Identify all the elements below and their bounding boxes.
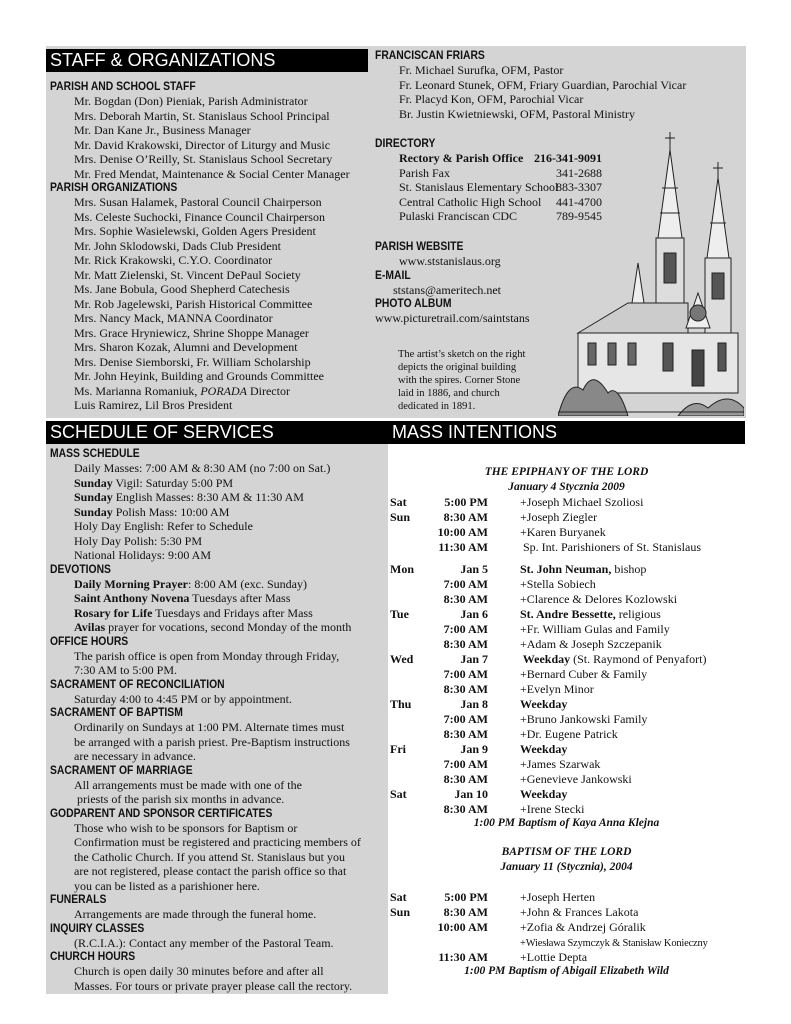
parish-school-staff-heading: PARISH AND SCHOOL STAFF bbox=[50, 81, 196, 93]
org-item: Mrs. Susan Halamek, Pastoral Council Chairperson bbox=[74, 195, 322, 209]
intention-time: 8:30 AM bbox=[443, 510, 488, 524]
intention-day: Wed bbox=[390, 652, 414, 666]
intention-time: 8:30 AM bbox=[443, 802, 488, 816]
intentions-week3 bbox=[390, 890, 745, 965]
church-sketch-image bbox=[558, 128, 744, 416]
inquiry-line: (R.C.I.A.): Contact any member of the Pastoral Team. bbox=[74, 935, 334, 950]
schedule-line: Daily Masses: 7:00 AM & 8:30 AM (no 7:00 on Sat.) bbox=[74, 461, 331, 475]
intention-name: bishop bbox=[611, 562, 647, 576]
inquiry-heading: INQUIRY CLASSES bbox=[50, 922, 145, 935]
intention-feast: St. John Neuman, bbox=[520, 562, 612, 576]
devotion-bold: Avilas bbox=[74, 620, 106, 634]
intention-time: Jan 5 bbox=[460, 562, 488, 576]
marriage-heading: SACRAMENT OF MARRIAGE bbox=[50, 764, 193, 777]
intention-name: +Bruno Jankowski Family bbox=[520, 712, 648, 726]
church-hours-line: Masses. For tours or private prayer please call the rectory. bbox=[74, 978, 353, 993]
org-item: Mr. John Heyink, Building and Grounds Committee bbox=[74, 369, 324, 383]
intention-name: +Genevieve Jankowski bbox=[520, 772, 632, 786]
reconciliation-heading: SACRAMENT OF RECONCILIATION bbox=[50, 678, 225, 691]
baptism-line: be arranged with a parish priest. Pre-Baptism instructions bbox=[74, 734, 350, 749]
schedule-line bbox=[50, 476, 388, 491]
intention-text bbox=[520, 682, 594, 697]
intention-time: 8:30 AM bbox=[443, 682, 488, 696]
devotion-line bbox=[50, 591, 388, 606]
intention-time: 11:30 AM bbox=[438, 540, 488, 554]
intention-time: 5:00 PM bbox=[444, 890, 488, 904]
intention-name: +Karen Buryanek bbox=[520, 525, 606, 539]
intention-text bbox=[520, 510, 597, 525]
intention-text bbox=[520, 742, 567, 757]
intention-day: Sat bbox=[390, 890, 407, 904]
staff-title: STAFF & ORGANIZATIONS bbox=[50, 50, 276, 70]
directory-number: 883-3307 bbox=[556, 180, 602, 194]
reconciliation-line: Saturday 4:00 to 4:45 PM or by appointment. bbox=[74, 691, 292, 706]
intention-text bbox=[520, 950, 587, 965]
email-heading: E-MAIL bbox=[375, 269, 411, 282]
church-hours-line: Church is open daily 30 minutes before and after all bbox=[74, 964, 324, 978]
intention-time: 10:00 AM bbox=[437, 525, 488, 539]
intention-name: +John & Frances Lakota bbox=[520, 905, 639, 919]
schedule-text: Vigil: Saturday 5:00 PM bbox=[112, 475, 234, 490]
org-item: Mr. Rob Jagelewski, Parish Historical Committee bbox=[74, 296, 313, 311]
intention-time: 7:00 AM bbox=[443, 577, 488, 591]
photo-album-heading: PHOTO ALBUM bbox=[375, 298, 452, 310]
org-item: Mrs. Grace Hryniewicz, Shrine Shoppe Manager bbox=[74, 325, 309, 340]
devotion-text: : 8:00 AM (exc. Sunday) bbox=[187, 576, 307, 591]
directory-number: 441-4700 bbox=[556, 194, 602, 209]
intention-row bbox=[390, 540, 745, 555]
intention-name: +Joseph Herten bbox=[520, 890, 596, 904]
intention-text bbox=[520, 697, 567, 712]
caption-line: laid in 1886, and church bbox=[398, 388, 500, 399]
intention-feast: Weekday bbox=[520, 787, 568, 801]
church-hours-heading: CHURCH HOURS bbox=[50, 951, 136, 963]
intention-row bbox=[390, 772, 745, 787]
godparent-heading: GODPARENT AND SPONSOR CERTIFICATES bbox=[50, 807, 273, 820]
contact-block bbox=[375, 240, 575, 326]
staff-title-bar bbox=[46, 49, 368, 72]
org-item: Ms. Celeste Suchocki, Finance Council Chairperson bbox=[74, 209, 325, 224]
baptism-lord-title: BAPTISM OF THE LORD bbox=[501, 846, 632, 858]
directory-name: St. Stanislaus Elementary School bbox=[399, 180, 559, 194]
org-item: Mrs. Nancy Mack, MANNA Coordinator bbox=[74, 311, 273, 325]
intention-name: +James Szarwak bbox=[520, 757, 601, 771]
intention-row bbox=[390, 622, 745, 637]
mass-schedule-heading: MASS SCHEDULE bbox=[50, 448, 140, 460]
intention-name: +Evelyn Minor bbox=[520, 682, 594, 696]
website-heading: PARISH WEBSITE bbox=[375, 241, 464, 253]
office-hours-line: 7:30 AM to 5:00 PM. bbox=[74, 663, 178, 677]
intention-row bbox=[390, 577, 745, 592]
directory-name: Central Catholic High School bbox=[399, 194, 542, 209]
intention-time: Jan 8 bbox=[460, 697, 488, 711]
devotions-heading: DEVOTIONS bbox=[50, 563, 111, 576]
intention-day: Sat bbox=[390, 495, 407, 509]
staff-item: Mr. Bogdan (Don) Pieniak, Parish Administrator bbox=[74, 94, 308, 108]
intention-row bbox=[390, 525, 745, 540]
schedule-title: SCHEDULE OF SERVICES bbox=[50, 422, 274, 442]
parish-organizations-heading: PARISH ORGANIZATIONS bbox=[50, 182, 178, 194]
directory-name: Parish Fax bbox=[399, 165, 450, 180]
staff-item: Mr. Fred Mendat, Maintenance & Social Center Manager bbox=[74, 166, 350, 181]
caption-line: The artist’s sketch on the right bbox=[398, 349, 526, 360]
office-hours-heading: OFFICE HOURS bbox=[50, 635, 129, 648]
intention-row bbox=[390, 742, 745, 757]
intention-text bbox=[520, 667, 647, 682]
intention-time: Jan 10 bbox=[454, 787, 488, 801]
intention-feast: St. Andre Bessette, bbox=[520, 607, 616, 621]
baptism-note-1: 1:00 PM Baptism of Kaya Anna Klejna bbox=[473, 817, 660, 829]
intention-name: +Dr. Eugene Patrick bbox=[520, 727, 618, 741]
org-item: Mrs. Sharon Kozak, Alumni and Development bbox=[74, 340, 298, 354]
intention-row bbox=[390, 935, 745, 950]
intention-text bbox=[520, 607, 661, 622]
intention-name: +Joseph Michael Szoliosi bbox=[520, 495, 644, 509]
website-link[interactable]: www.ststanislaus.org bbox=[399, 254, 501, 268]
intention-time: 8:30 AM bbox=[443, 772, 488, 786]
friar-item: Br. Justin Kwietniewski, OFM, Pastoral Ministry bbox=[399, 106, 636, 121]
intention-time: Jan 6 bbox=[460, 607, 488, 621]
intention-name: +Wiesława Szymczyk & Stanisław Konieczny bbox=[520, 938, 708, 949]
porada-name: PORADA bbox=[200, 383, 247, 398]
intention-name: (St. Raymond of Penyafort) bbox=[570, 652, 707, 666]
baptism-heading: SACRAMENT OF BAPTISM bbox=[50, 707, 183, 719]
devotion-line bbox=[50, 606, 388, 621]
staff-item: Mrs. Denise O’Reilly, St. Stanislaus School Secretary bbox=[74, 152, 333, 166]
devotion-line bbox=[50, 620, 388, 635]
devotion-bold: Daily Morning Prayer bbox=[74, 576, 188, 591]
intentions-week1 bbox=[390, 495, 745, 555]
intention-row bbox=[390, 682, 745, 697]
intention-text bbox=[520, 727, 618, 742]
caption-line: dedicated in 1891. bbox=[398, 401, 476, 412]
funerals-heading: FUNERALS bbox=[50, 894, 107, 906]
schedule-bold: Sunday bbox=[74, 490, 113, 504]
sketch-caption bbox=[398, 348, 563, 413]
staff-item: Mr. Dan Kane Jr., Business Manager bbox=[74, 123, 251, 137]
intention-row bbox=[390, 890, 745, 905]
intention-name: Sp. Int. Parishioners of St. Stanislaus bbox=[520, 540, 702, 554]
intention-day: Fri bbox=[390, 742, 406, 756]
godparent-line: the Catholic Church. If you attend St. Stanislaus but you bbox=[74, 849, 345, 864]
intention-text bbox=[520, 652, 706, 667]
intention-text bbox=[520, 757, 600, 772]
intention-text bbox=[520, 622, 670, 637]
intentions-title-bar bbox=[388, 421, 745, 444]
intention-name: +Adam & Joseph Szczepanik bbox=[520, 637, 662, 651]
baptism-line: Ordinarily on Sundays at 1:00 PM. Alternate times must bbox=[74, 720, 345, 734]
intentions-title: MASS INTENTIONS bbox=[392, 422, 558, 442]
intention-name: +Zofia & Andrzej Góralik bbox=[520, 920, 646, 934]
staff-item: Mrs. Deborah Martin, St. Stanislaus School Principal bbox=[74, 108, 330, 123]
intention-time: 8:30 AM bbox=[443, 592, 488, 606]
intention-row bbox=[390, 495, 745, 510]
intention-day: Sun bbox=[390, 905, 411, 919]
intention-row bbox=[390, 950, 745, 965]
friars-block bbox=[375, 49, 745, 121]
intention-text bbox=[520, 920, 646, 935]
intention-time: 7:00 AM bbox=[443, 667, 488, 681]
staff-column bbox=[50, 80, 370, 413]
intention-text bbox=[520, 592, 677, 607]
caption-line: with the spires. Corner Stone bbox=[398, 375, 521, 386]
org-item: Mr. Matt Zielenski, St. Vincent DePaul Society bbox=[74, 267, 301, 282]
intention-time: 7:00 AM bbox=[443, 757, 488, 771]
staff-item: Mr. David Krakowski, Director of Liturgy and Music bbox=[74, 137, 331, 152]
intention-name: +Fr. William Gulas and Family bbox=[520, 622, 670, 636]
baptism-note-2: 1:00 PM Baptism of Abigail Elizabeth Wild bbox=[464, 965, 669, 977]
devotion-bold: Rosary for Life bbox=[74, 605, 153, 620]
directory-heading: DIRECTORY bbox=[375, 138, 436, 150]
intention-name: +Lottie Depta bbox=[520, 950, 588, 964]
intention-name: +Bernard Cuber & Family bbox=[520, 667, 648, 681]
photo-album-link[interactable]: www.picturetrail.com/saintstans bbox=[375, 311, 530, 325]
baptism-line: are necessary in advance. bbox=[74, 749, 196, 763]
devotion-text: prayer for vocations, second Monday of the month bbox=[105, 620, 352, 634]
directory-name: Rectory & Parish Office bbox=[399, 151, 524, 165]
schedule-line: Holy Day Polish: 5:30 PM bbox=[74, 533, 203, 548]
intention-text bbox=[520, 525, 606, 540]
directory-number: 216-341-9091 bbox=[534, 151, 602, 165]
schedule-line: Holy Day English: Refer to Schedule bbox=[74, 519, 253, 533]
intention-text bbox=[520, 905, 638, 920]
email-link[interactable]: ststans@ameritech.net bbox=[393, 282, 502, 297]
schedule-bold: Sunday bbox=[74, 504, 113, 519]
baptism-lord-date: January 11 (Stycznia), 2004 bbox=[500, 861, 633, 873]
directory-name: Pulaski Franciscan CDC bbox=[399, 209, 517, 223]
intention-text bbox=[520, 562, 646, 577]
intention-text bbox=[520, 637, 662, 652]
intention-text bbox=[520, 890, 595, 905]
intention-name: +Irene Stecki bbox=[520, 802, 585, 816]
org-item-romaniuk bbox=[50, 384, 370, 399]
schedule-line: National Holidays: 9:00 AM bbox=[74, 548, 211, 562]
intention-time: Jan 7 bbox=[460, 652, 488, 666]
intention-day: Sun bbox=[390, 510, 411, 524]
org-item: Mr. Rick Krakowski, C.Y.O. Coordinator bbox=[74, 253, 273, 267]
intention-time: 7:00 AM bbox=[443, 622, 488, 636]
org-item: Ms. Jane Bobula, Good Shepherd Catechesis bbox=[74, 282, 290, 296]
schedule-line bbox=[50, 490, 388, 505]
devotion-text: Tuesdays and Fridays after Mass bbox=[152, 605, 313, 620]
friar-item: Fr. Leonard Stunek, OFM, Friary Guardian, Parochial Vicar bbox=[399, 77, 687, 92]
intention-text bbox=[520, 577, 596, 592]
intention-time: Jan 9 bbox=[460, 742, 488, 756]
intention-text bbox=[520, 540, 701, 555]
friar-item: Fr. Michael Surufka, OFM, Pastor bbox=[399, 63, 564, 77]
schedule-title-bar bbox=[46, 421, 388, 444]
intention-name: +Joseph Ziegler bbox=[520, 510, 598, 524]
caption-line: depicts the original building bbox=[398, 362, 517, 373]
intention-day: Sat bbox=[390, 787, 407, 801]
intention-row bbox=[390, 727, 745, 742]
intention-row bbox=[390, 592, 745, 607]
intention-time: 8:30 AM bbox=[443, 727, 488, 741]
godparent-line: Those who wish to be sponsors for Baptism or bbox=[74, 820, 298, 835]
friars-heading: FRANCISCAN FRIARS bbox=[375, 50, 485, 62]
schedule-column bbox=[50, 447, 388, 993]
epiphany-title: THE EPIPHANY OF THE LORD bbox=[484, 466, 649, 478]
intention-name: +Stella Sobiech bbox=[520, 577, 596, 591]
intention-name: +Clarence & Delores Kozlowski bbox=[520, 592, 678, 606]
intention-text bbox=[520, 495, 643, 510]
intention-row bbox=[390, 562, 745, 577]
devotion-line bbox=[50, 577, 388, 592]
intention-row bbox=[390, 607, 745, 622]
org-item: Mrs. Denise Siemborski, Fr. William Scholarship bbox=[74, 354, 311, 369]
godparent-line: are not registered, please contact the parish office so that bbox=[74, 864, 347, 878]
intention-row bbox=[390, 802, 745, 817]
intention-row bbox=[390, 757, 745, 772]
epiphany-date: January 4 Stycznia 2009 bbox=[508, 481, 625, 493]
intention-time: 8:30 AM bbox=[443, 637, 488, 651]
intention-text bbox=[520, 712, 647, 727]
intention-row bbox=[390, 787, 745, 802]
intention-day: Mon bbox=[390, 562, 414, 576]
godparent-line: you can be listed as a parishioner here. bbox=[74, 878, 260, 893]
marriage-line: priests of the parish six months in advance. bbox=[74, 792, 285, 806]
funerals-line: Arrangements are made through the funeral home. bbox=[74, 907, 317, 921]
devotion-text: Tuesdays after Mass bbox=[189, 591, 291, 605]
schedule-bold: Sunday bbox=[74, 475, 113, 490]
org-item-text: Director bbox=[246, 383, 290, 398]
intention-feast: Weekday bbox=[520, 652, 571, 666]
directory-number: 789-9545 bbox=[556, 209, 602, 223]
schedule-text: Polish Mass: 10:00 AM bbox=[112, 504, 230, 519]
intention-time: 7:00 AM bbox=[443, 712, 488, 726]
org-item-text: Ms. Marianna Romaniuk, bbox=[74, 383, 201, 398]
org-item: Mr. John Sklodowski, Dads Club President bbox=[74, 238, 282, 253]
intention-row bbox=[390, 637, 745, 652]
directory-number: 341-2688 bbox=[556, 165, 602, 180]
godparent-line: Confirmation must be registered and practicing members of bbox=[74, 835, 361, 849]
intention-text bbox=[520, 935, 708, 951]
intention-text bbox=[520, 772, 632, 787]
org-item: Mrs. Sophie Wasielewski, Golden Agers President bbox=[74, 224, 316, 238]
intention-row bbox=[390, 652, 745, 667]
intention-row bbox=[390, 697, 745, 712]
office-hours-line: The parish office is open from Monday through Friday, bbox=[74, 648, 340, 663]
devotion-bold: Saint Anthony Novena bbox=[74, 591, 190, 605]
intention-row bbox=[390, 667, 745, 682]
intention-name: religious bbox=[615, 607, 661, 621]
org-item: Luis Ramirez, Lil Bros President bbox=[74, 398, 233, 412]
intention-row bbox=[390, 905, 745, 920]
intention-text bbox=[520, 802, 584, 817]
schedule-text: English Masses: 8:30 AM & 11:30 AM bbox=[112, 490, 304, 504]
schedule-line bbox=[50, 505, 388, 520]
marriage-line: All arrangements must be made with one of the bbox=[74, 777, 302, 792]
intention-time: 5:00 PM bbox=[444, 495, 488, 509]
intention-day: Thu bbox=[390, 697, 412, 711]
intentions-week2 bbox=[390, 562, 745, 817]
intention-day: Tue bbox=[390, 607, 409, 621]
intention-row bbox=[390, 510, 745, 525]
friar-item: Fr. Placyd Kon, OFM, Parochial Vicar bbox=[399, 92, 584, 106]
intention-feast: Weekday bbox=[520, 697, 568, 711]
intention-time: 11:30 AM bbox=[438, 950, 488, 964]
intention-text bbox=[520, 787, 567, 802]
intention-time: 8:30 AM bbox=[443, 905, 488, 919]
intention-time: 10:00 AM bbox=[437, 920, 488, 934]
intention-row bbox=[390, 712, 745, 727]
intention-feast: Weekday bbox=[520, 742, 568, 756]
intention-row bbox=[390, 920, 745, 935]
